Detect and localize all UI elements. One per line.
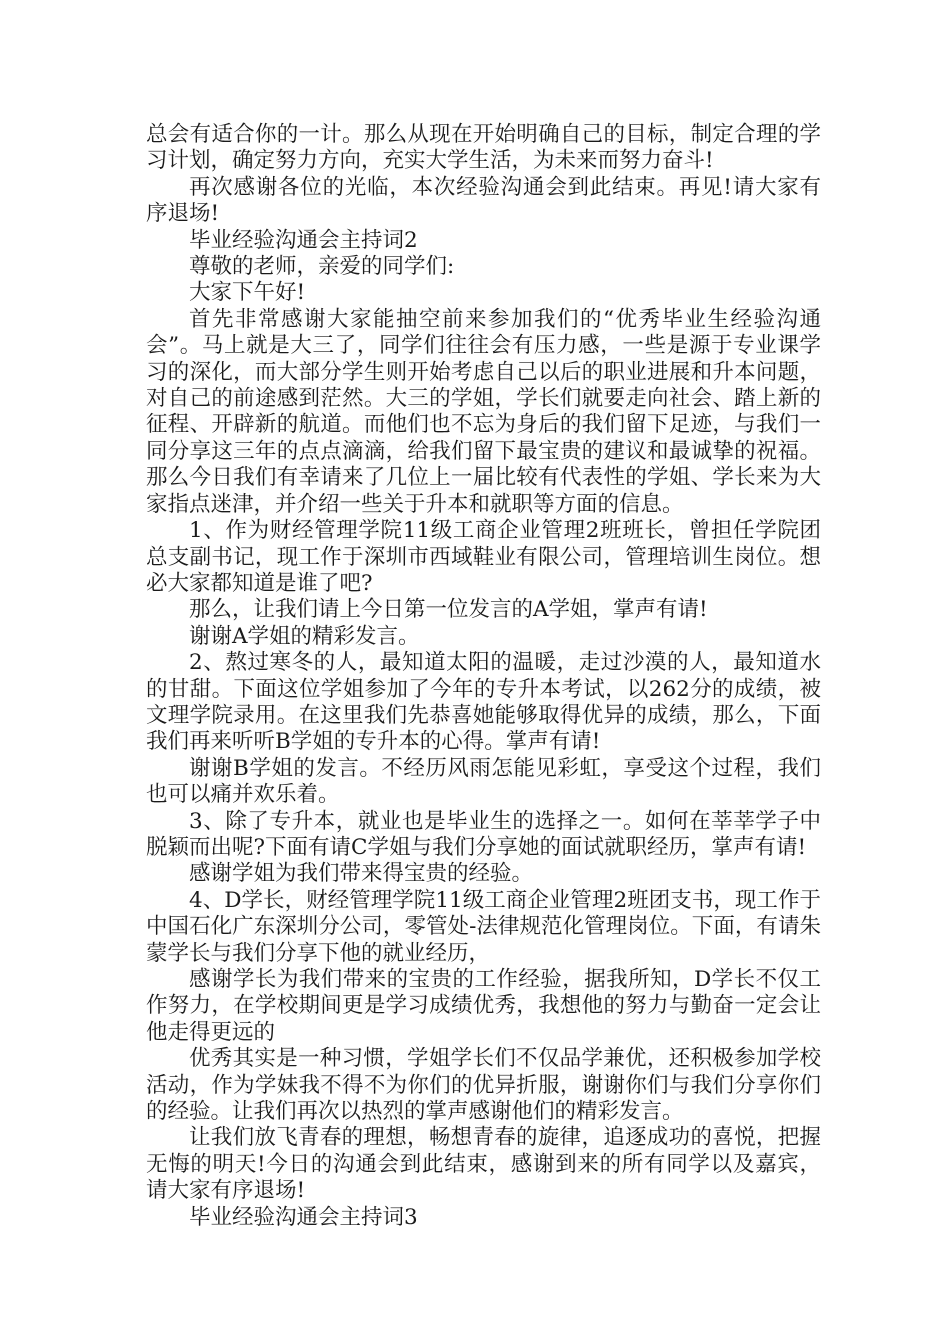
paragraph: 谢谢A学姐的精彩发言。 (189, 623, 420, 649)
section-heading: 毕业经验沟通会主持词2 (189, 227, 418, 253)
paragraph: 总会有适合你的一计。那么从现在开始明确自己的目标，制定合理的学习计划，确定努力方向，充实大学生活，为未来而努力奋斗! (146, 122, 821, 174)
document-body (146, 122, 821, 1231)
paragraph: 1、作为财经管理学院11级工商企业管理2班班长，曾担任学院团总支副书记，现工作于深圳市西域鞋业有限公司，管理培训生岗位。想必大家都知道是谁了吧? (146, 518, 821, 596)
paragraph: 感谢学姐为我们带来得宝贵的经验。 (189, 861, 534, 887)
paragraph: 4、D学长，财经管理学院11级工商企业管理2班团支书，现工作于中国石化广东深圳分公司，零管处-法律规范化管理岗位。下面，有请朱蒙学长与我们分享下他的就业经历， (146, 887, 821, 966)
paragraph: 谢谢B学姐的发言。不经历风雨怎能见彩虹，享受这个过程，我们也可以痛并欢乐着。 (146, 755, 821, 808)
paragraph: 再次感谢各位的光临，本次经验沟通会到此结束。再见!请大家有序退场! (146, 174, 821, 227)
paragraph: 那么，让我们请上今日第一位发言的A学姐，掌声有请! (189, 597, 708, 623)
paragraph: 2、熬过寒冬的人，最知道太阳的温暖，走过沙漠的人，最知道水的甘甜。下面这位学姐参加了今年的专升本考试，以262分的成绩，被文理学院录用。在这里我们先恭喜她能够取得优异的成绩，那么，下面我们再来听听B学姐的专升本的心得。掌声有请! (146, 650, 821, 755)
paragraph: 让我们放飞青春的理想，畅想青春的旋律，追逐成功的喜悦，把握无悔的明天!今日的沟通会到此结束，感谢到来的所有同学以及嘉宾，请大家有序退场! (146, 1125, 821, 1204)
salutation: 尊敬的老师，亲爱的同学们: (189, 254, 455, 280)
greeting: 大家下午好! (189, 280, 306, 306)
section-heading: 毕业经验沟通会主持词3 (189, 1204, 418, 1230)
paragraph: 首先非常感谢大家能抽空前来参加我们的“优秀毕业生经验沟通会”。马上就是大三了，同学们往往会有压力感，一些是源于专业课学习的深化，而大部分学生则开始考虑自己以后的职业进展和升本问题，对自己的前途感到茫然。大三的学姐，学长们就要走向社会、踏上新的征程、开辟新的航道。而他们也不忘为身后的我们留下足迹，与我们一同分享这三年的点点滴滴，给我们留下最宝贵的建议和最诚挚的祝福。那么今日我们有幸请来了几位上一届比较有代表性的学姐、学长来为大家指点迷津，并介绍一些关于升本和就职等方面的信息。 (146, 306, 821, 517)
paragraph: 3、除了专升本，就业也是毕业生的选择之一。如何在莘莘学子中脱颖而出呢?下面有请C学姐与我们分享她的面试就职经历，掌声有请! (146, 808, 821, 860)
paragraph: 优秀其实是一种习惯，学姐学长们不仅品学兼优，还积极参加学校活动，作为学妹我不得不为你们的优异折服，谢谢你们与我们分享你们的经验。让我们再次以热烈的掌声感谢他们的精彩发言。 (146, 1046, 821, 1125)
paragraph: 感谢学长为我们带来的宝贵的工作经验，据我所知，D学长不仅工作努力，在学校期间更是学习成绩优秀，我想他的努力与勤奋一定会让他走得更远的 (146, 967, 821, 1045)
